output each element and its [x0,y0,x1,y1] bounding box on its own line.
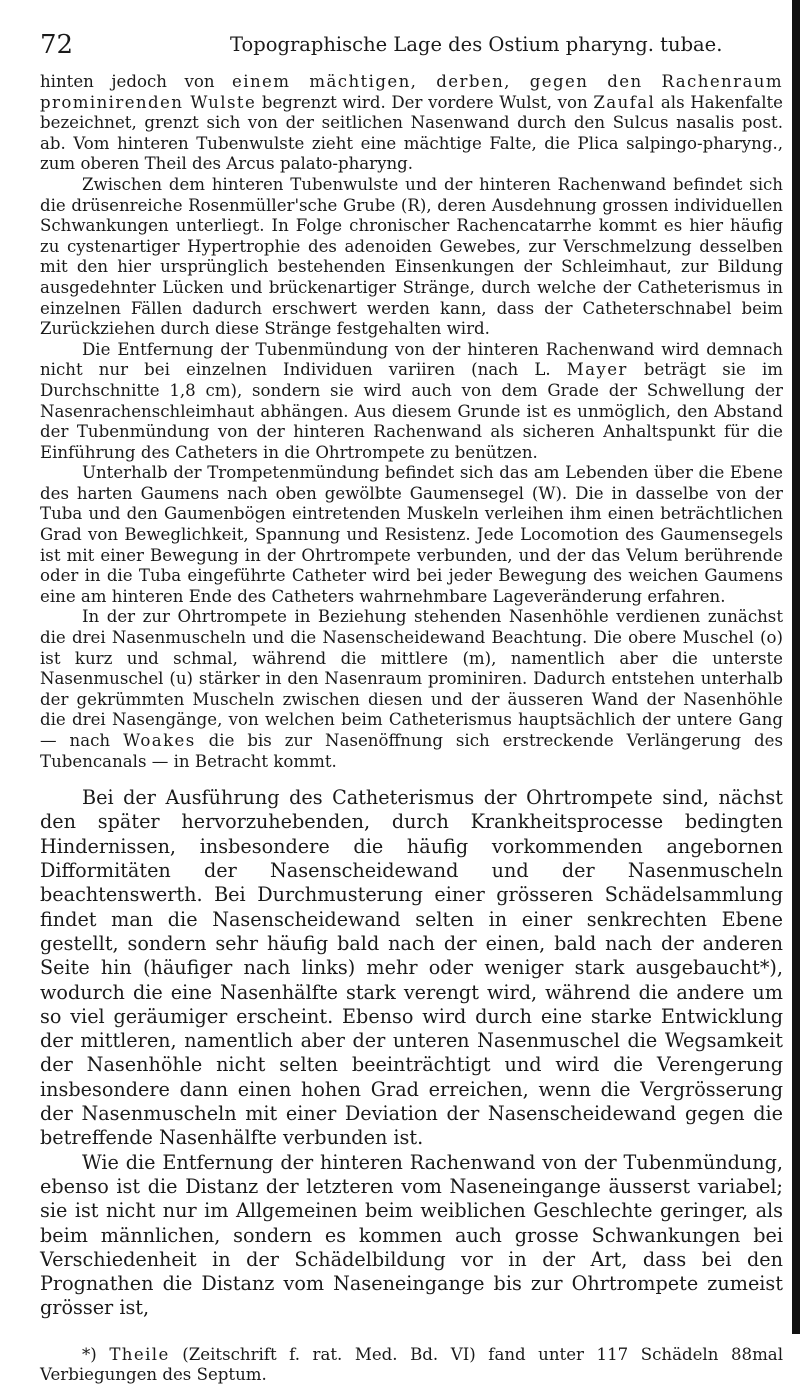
running-head: Topographische Lage des Ostium pharyng. tubae. [230,33,723,56]
text-run: Die Entfernung der Tubenmündung von der hinteren Rachenwand wird demnach nicht nur bei einzelnen Individuen variiren (nach L. [40,339,783,380]
paragraph-7: Wie die Entfernung der hinteren Rachenwand von der Tubenmündung, ebenso ist die Distanz der letzteren vom Naseneingange äusserst variabel; sie ist nicht nur im Allgemeinen beim weiblichen Geschlechte geringer, als beim männlichen, sondern es kommen auch grosse Schwankungen bei Verschiedenheit in der Schädelbildung vor in der Art, dass bei den Prognathen die Distanz vom Naseneingange bis zur Ohrtrompete zumeist grösser ist, [40,1150,783,1320]
paragraph-2: Zwischen dem hinteren Tubenwulste und der hinteren Rachenwand befindet sich die drüsenreiche Rosenmüller'sche Grube (R), deren Ausdehnung grossen individuellen Schwankungen unterliegt. In Folge chronischer Rachencatarrhe kommt es hier häufig zu cystenartiger Hypertrophie des adenoiden Gewebes, zur Verschmelzung desselben mit den hier ursprünglich bestehenden Einsenkungen der Schleimhaut, zur Bildung ausgedehnter Lücken und brückenartiger Stränge, durch welche der Catheterismus in einzelnen Fällen dadurch erschwert werden kann, dass der Catheterschnabel beim Zurückziehen durch diese Stränge festgehalten wird. [40,174,783,339]
author-name: Zaufal [593,92,656,112]
text-run: begrenzt wird. Der vordere Wulst, von [256,92,594,112]
text-run: beträgt sie im Durchschnitte 1,8 cm), sondern sie wird auch von dem Grade der Schwellung der Nasenrachenschleimhaut abhängen. Aus diesem Grunde ist es unmöglich, den Abstand der Tubenmündung von der hinteren Rachenwand als sicheren Anhaltspunkt für die Einführung des Catheters in die Ohrtrompete zu benützen. [40,360,783,462]
large-print-section [40,786,783,1321]
page-header [40,30,775,60]
paragraph-1 [40,72,783,175]
page-body [40,72,783,1386]
page-number: 72 [40,30,74,60]
small-print-section [40,72,783,772]
author-name: Theile [109,1344,170,1364]
footnote-marker: *) [82,1344,110,1364]
paragraph-4: Unterhalb der Trompetenmündung befindet sich das am Lebenden über die Ebene des harten Gaumens nach oben gewölbte Gaumensegel (W). Die in dasselbe von der Tuba und den Gaumenbögen eintretenden Muskeln verleihen ihm einen beträchtlichen Grad von Beweglichkeit, Spannung und Resistenz. Jede Locomotion des Gaumensegels ist mit einer Bewegung in der Ohrtrompete verbunden, und der das Velum berührende oder in die Tuba eingeführte Catheter wird bei jeder Bewegung des weichen Gaumens eine am hinteren Ende des Catheters wahrnehmbare Lageveränderung erfahren. [40,463,783,606]
footnote-text [40,1345,783,1386]
spaced-emphasis: einem mächtigen, derben, gegen den Rachenraum prominirenden Wulste [40,72,783,112]
author-name: Woakes [123,731,196,750]
page-edge-shadow [792,0,800,1334]
paragraph-5 [40,607,783,772]
author-name: Mayer [566,360,628,380]
paragraph-3 [40,340,783,464]
text-run: (Zeitschrift f. rat. Med. Bd. VI) fand unter 117 Schädeln 88mal Verbiegungen des Septum. [40,1344,784,1385]
text-run: In der zur Ohrtrompete in Beziehung stehenden Nasenhöhle verdienen zunächst die drei Nasenmuscheln und die Nasenscheidewand Beachtung. Die obere Muschel (o) ist kurz und schmal, während die mittlere (m), namentlich aber die unterste Nasenmuschel (u) stärker in den Nasenraum prominiren. Dadurch entstehen unterhalb der gekrümmten Muscheln zwischen diesen und der äusseren Wand der Nasenhöhle die drei Nasengänge, von welchen beim Catheterismus hauptsächlich der untere Gang — nach [40,607,783,750]
text-run: die bis zur Nasenöffnung sich erstreckende Verlängerung des Tubencanals — in Betracht kommt. [40,731,783,771]
paragraph-6: Bei der Ausführung des Catheterismus der Ohrtrompete sind, nächst den später hervorzuhebenden, durch Krankheitsprocesse bedingten Hindernissen, insbesondere die häufig vorkommenden angebornen Difformitäten der Nasenscheidewand und der Nasenmuscheln beachtenswerth. Bei Durchmusterung einer grösseren Schädelsammlung findet man die Nasenscheidewand selten in einer senkrechten Ebene gestellt, sondern sehr häufig bald nach der einen, bald nach der anderen Seite hin (häufiger nach links) mehr oder weniger stark ausgebaucht*), wodurch die eine Nasenhälfte stark verengt wird, während die andere um so viel geräumiger erscheint. Ebenso wird durch eine starke Entwicklung der mittleren, namentlich aber der unteren Nasenmuschel die Wegsamkeit der Nasenhöhle nicht selten beeinträchtigt und wird die Verengerung insbesondere dann einen hohen Grad erreichen, wenn die Vergrösserung der Nasenmuscheln mit einer Deviation der Nasenscheidewand gegen die betreffende Nasenhälfte verbunden ist. [40,786,783,1150]
text-run: hinten jedoch von [40,72,215,91]
footnote [40,1345,783,1386]
text-run: als Hakenfalte bezeichnet, grenzt sich von der seitlichen Nasenwand durch den Sulcus nasalis post. ab. Vom hinteren Tubenwulste zieht eine mächtige Falte, die Plica salpingo-pharyng., zum oberen Theil des Arcus palato-pharyng. [40,92,783,174]
